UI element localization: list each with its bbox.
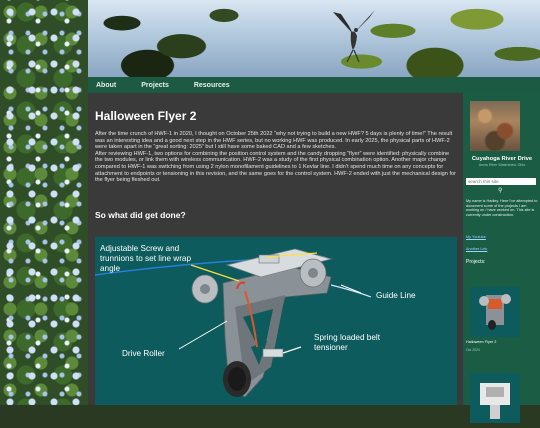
label-adjustable-screw: Adjustable Screw and trunnions to set line wrap angle [100,244,192,273]
another-link[interactable]: Another Link [466,247,488,251]
youtube-link[interactable]: My Youtube [466,235,486,239]
label-guide-line: Guide Line [376,291,416,300]
nav-projects[interactable]: Projects [141,81,169,89]
project-thumbnail[interactable] [470,373,520,423]
page-title: Halloween Flyer 2 [95,109,197,123]
site-subtitle: Amos River Watershed, Ohio [478,163,526,167]
author-bio: My name is Hadley. Here I've attempted to document some of the projects I am working on / have worked on. This site is currently under construction. [466,199,538,217]
nav-about[interactable]: About [96,81,117,89]
tree-silhouette-left [88,0,258,77]
nav-resources[interactable]: Resources [193,81,230,89]
article-paragraph: After the time crunch of HWF-1 in 2020, I thought on October 25th 2022 “why not trying to build a new HWF? 5 days is plenty of time!” The result was an interesting idea and a good next step in the HWF series, but no working HWF was produced. In early 2025, the physical parts of HWF-2 were taken apart in the “great sorting: 2025” but I still have some baked CAD and a few sketches. [95,131,453,151]
flyer-cad-figure [95,237,457,405]
main-content [88,93,463,405]
heron-image [323,4,383,64]
project-thumbnail[interactable] [470,287,520,337]
article-paragraph: After reviewing HWF-1, two options for combining the position control system and the candy dropping “flyer” were identified: physically combine the two modules, or link them with wireless communication. HWF-2 was a study of the first physical combination option. Another major change compared to HWF-1 was switching from using 2 nylon monofilament guidelines to 1 Kevlar line. I didn’t spend much time on any concepts for attachment to endpoints or tensioning in this revision, and the same goes for the control system. HWF-2 ended with just the mechanical design for the flyer being fleshed out. [95,150,456,184]
project-date: Oct 2024 [466,348,480,352]
search-input[interactable] [466,178,536,185]
page-frame [88,0,540,405]
header-banner [88,0,540,77]
projects-label: Projects: [466,259,486,265]
profile-image [470,101,520,151]
section-heading: So what did get done? [95,210,186,220]
site-title: Cuyahoga River Drive [471,156,533,162]
label-drive-roller: Drive Roller [122,349,165,358]
sidebar [463,93,540,405]
main-nav [88,77,540,93]
project-title[interactable]: Halloween Flyer 2 [466,340,497,344]
label-spring-tensioner: Spring loaded belt tensioner [314,333,381,352]
article-body [95,131,457,184]
search-icon[interactable]: ⚲ [498,188,503,194]
